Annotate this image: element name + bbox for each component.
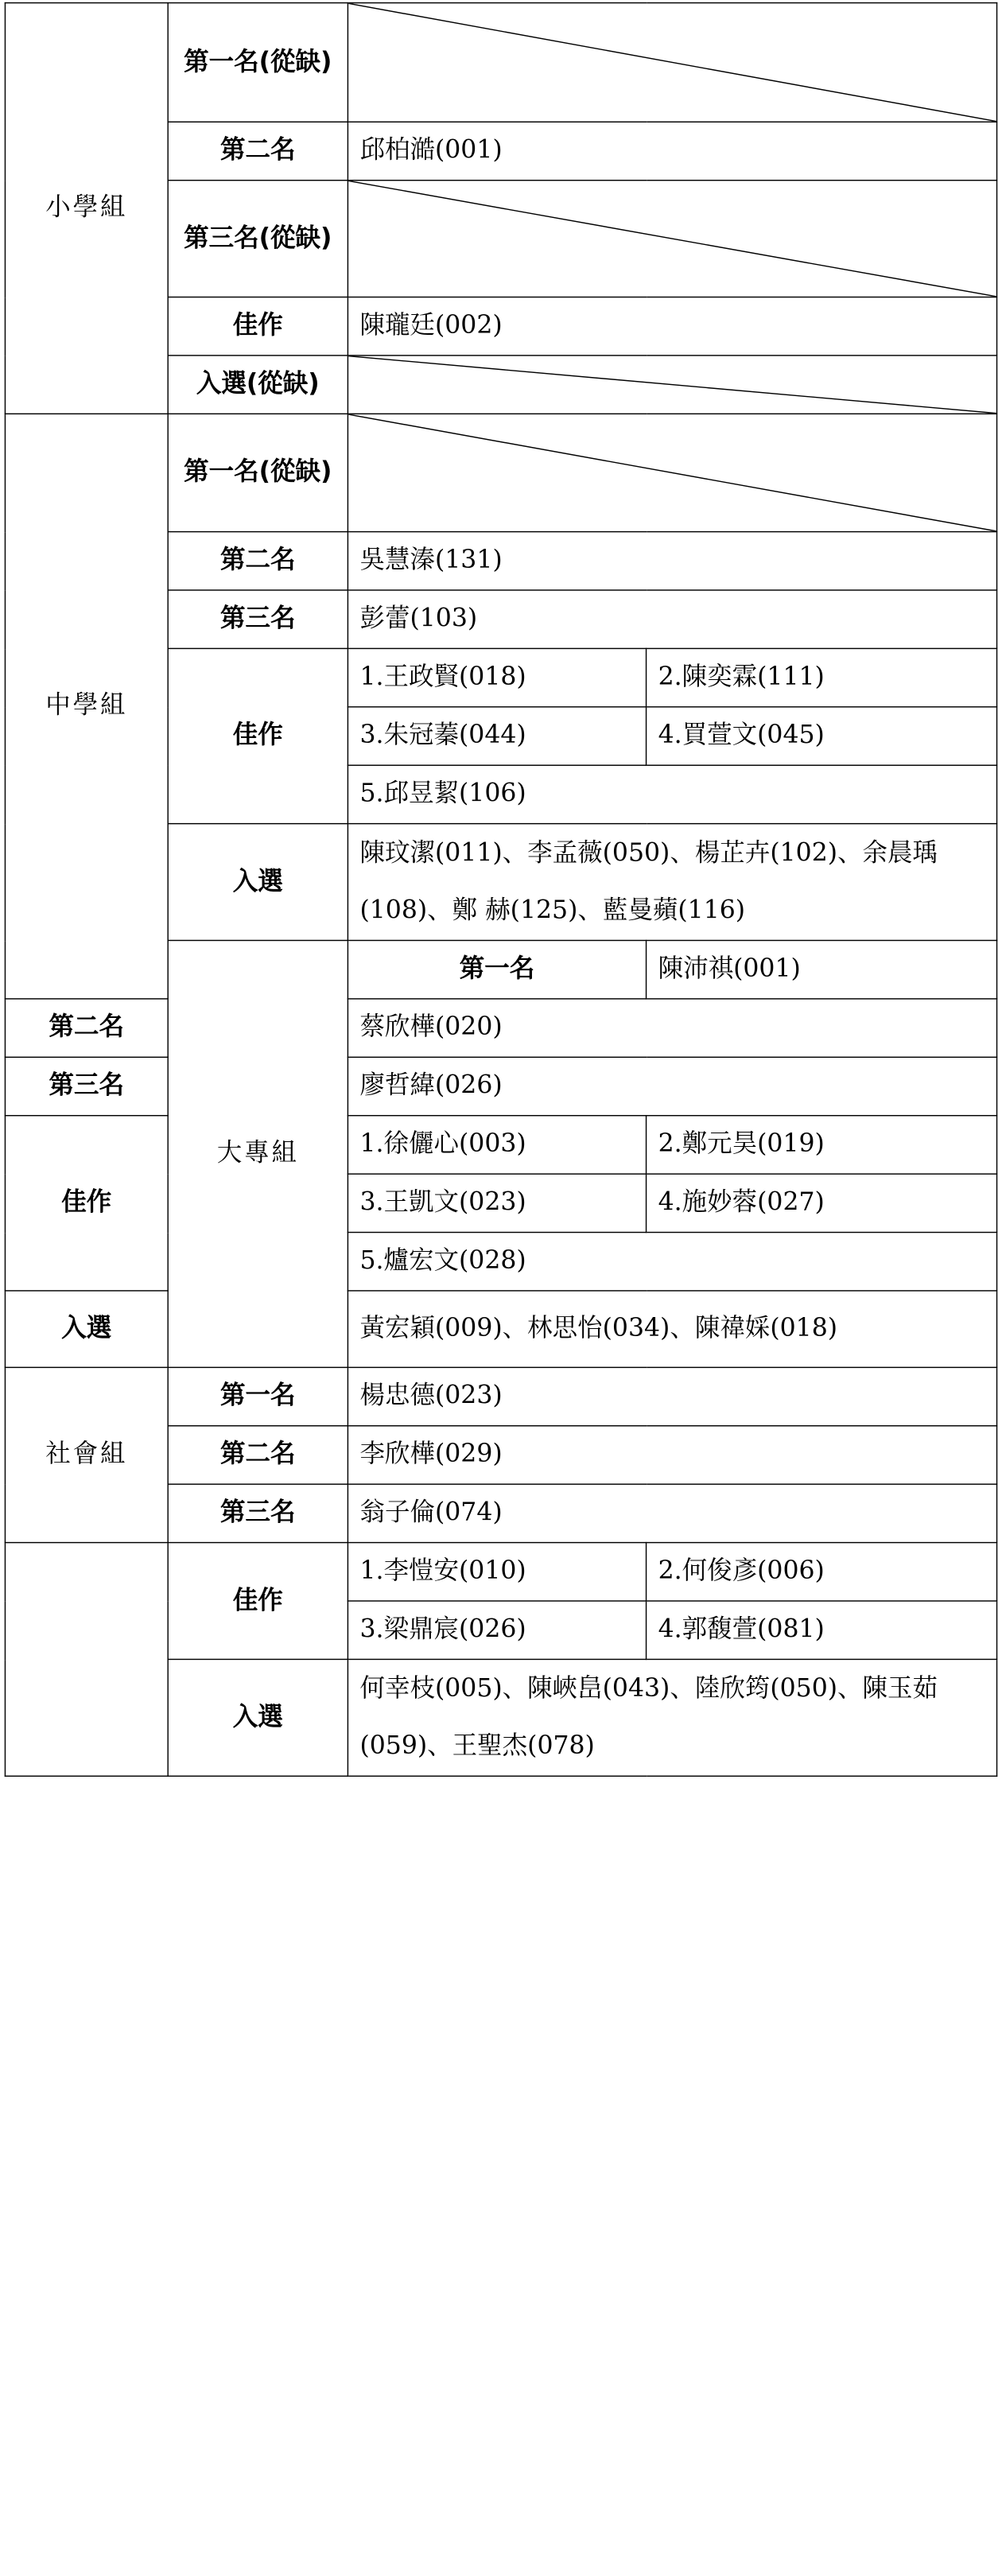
winner-entry: 蔡欣樺(020)	[348, 999, 996, 1057]
rank-label: 第三名	[5, 1057, 168, 1115]
table-row	[5, 1057, 996, 1115]
table-row	[5, 1291, 996, 1367]
rank-label: 第一名	[168, 1367, 348, 1425]
rank-label: 入選	[168, 1659, 348, 1776]
vacant-diagonal-line	[348, 414, 996, 531]
merit-entry: 2.鄭元昊(019)	[647, 1116, 997, 1174]
table-row	[5, 1116, 996, 1174]
rank-label: 佳作	[168, 1543, 348, 1660]
merit-entry: 2.陳奕霖(111)	[647, 648, 997, 706]
rank-label: 第一名	[348, 940, 646, 998]
vacant-diagonal-line	[348, 356, 996, 414]
winner-entry: 陳瓏廷(002)	[348, 297, 996, 356]
winner-entry: 翁子倫(074)	[348, 1484, 996, 1542]
vacant-cell	[348, 181, 996, 297]
merit-entry: 5.邱昱絜(106)	[348, 765, 996, 823]
selected-list: 陳玟潔(011)、李孟薇(050)、楊芷卉(102)、余晨瑀(108)、鄭 赫(125)、藍曼蘋(116)	[348, 824, 996, 941]
vacant-cell	[348, 356, 996, 414]
group-name-secondary: 中學組	[5, 414, 168, 999]
table-row	[5, 1543, 996, 1601]
rank-label: 入選	[5, 1291, 168, 1367]
merit-entry: 4.買萱文(045)	[647, 707, 997, 765]
rank-label: 入選	[168, 824, 348, 941]
merit-entry: 4.施妙蓉(027)	[647, 1174, 997, 1232]
merit-entry: 1.李愷安(010)	[348, 1543, 646, 1601]
rank-label: 第二名	[168, 532, 348, 590]
winner-entry: 邱柏澔(001)	[348, 122, 996, 180]
rank-label: 第三名(從缺)	[168, 181, 348, 297]
rank-label: 第一名(從缺)	[168, 414, 348, 531]
rank-label: 第二名	[5, 999, 168, 1057]
rank-label: 第二名	[168, 122, 348, 180]
selected-list: 何幸枝(005)、陳峽峊(043)、陸欣筠(050)、陳玉茹(059)、王聖杰(078)	[348, 1659, 996, 1776]
rank-label: 第三名	[168, 590, 348, 648]
rank-label: 佳作	[5, 1116, 168, 1291]
vacant-diagonal-line	[348, 181, 996, 296]
merit-entry: 3.王凱文(023)	[348, 1174, 646, 1232]
group-name-elementary: 小學組	[5, 3, 168, 414]
winner-entry: 彭蕾(103)	[348, 590, 996, 648]
rank-label: 佳作	[168, 297, 348, 356]
table-row	[5, 1367, 996, 1425]
winner-entry: 李欣樺(029)	[348, 1426, 996, 1484]
merit-entry: 1.王政賢(018)	[348, 648, 646, 706]
selected-list: 黃宏穎(009)、林思怡(034)、陳禕婇(018)	[348, 1291, 996, 1367]
vacant-cell	[348, 414, 996, 531]
rank-label: 入選(從缺)	[168, 356, 348, 414]
winner-entry: 廖哲緯(026)	[348, 1057, 996, 1115]
table-row	[5, 999, 996, 1057]
table-row	[5, 3, 996, 122]
merit-entry: 3.梁鼎宸(026)	[348, 1601, 646, 1659]
group-name-college: 大專組	[168, 940, 348, 1367]
merit-entry: 2.何俊彥(006)	[647, 1543, 997, 1601]
winner-entry: 楊忠德(023)	[348, 1367, 996, 1425]
group-name-public: 社會組	[5, 1367, 168, 1542]
merit-entry: 4.郭馥萱(081)	[647, 1601, 997, 1659]
rank-label: 第三名	[168, 1484, 348, 1542]
rank-label: 第一名(從缺)	[168, 3, 348, 122]
winner-entry: 吳慧溱(131)	[348, 532, 996, 590]
table-row	[5, 414, 996, 531]
group-name-continued	[5, 1543, 168, 1777]
merit-entry: 3.朱冠蓁(044)	[348, 707, 646, 765]
merit-entry: 5.爐宏文(028)	[348, 1233, 996, 1291]
merit-entry: 1.徐儷心(003)	[348, 1116, 646, 1174]
award-results-table	[5, 2, 998, 1777]
vacant-diagonal-line	[348, 3, 996, 121]
vacant-cell	[348, 3, 996, 122]
rank-label: 第二名	[168, 1426, 348, 1484]
winner-entry: 陳沛祺(001)	[647, 940, 997, 998]
rank-label: 佳作	[168, 648, 348, 823]
